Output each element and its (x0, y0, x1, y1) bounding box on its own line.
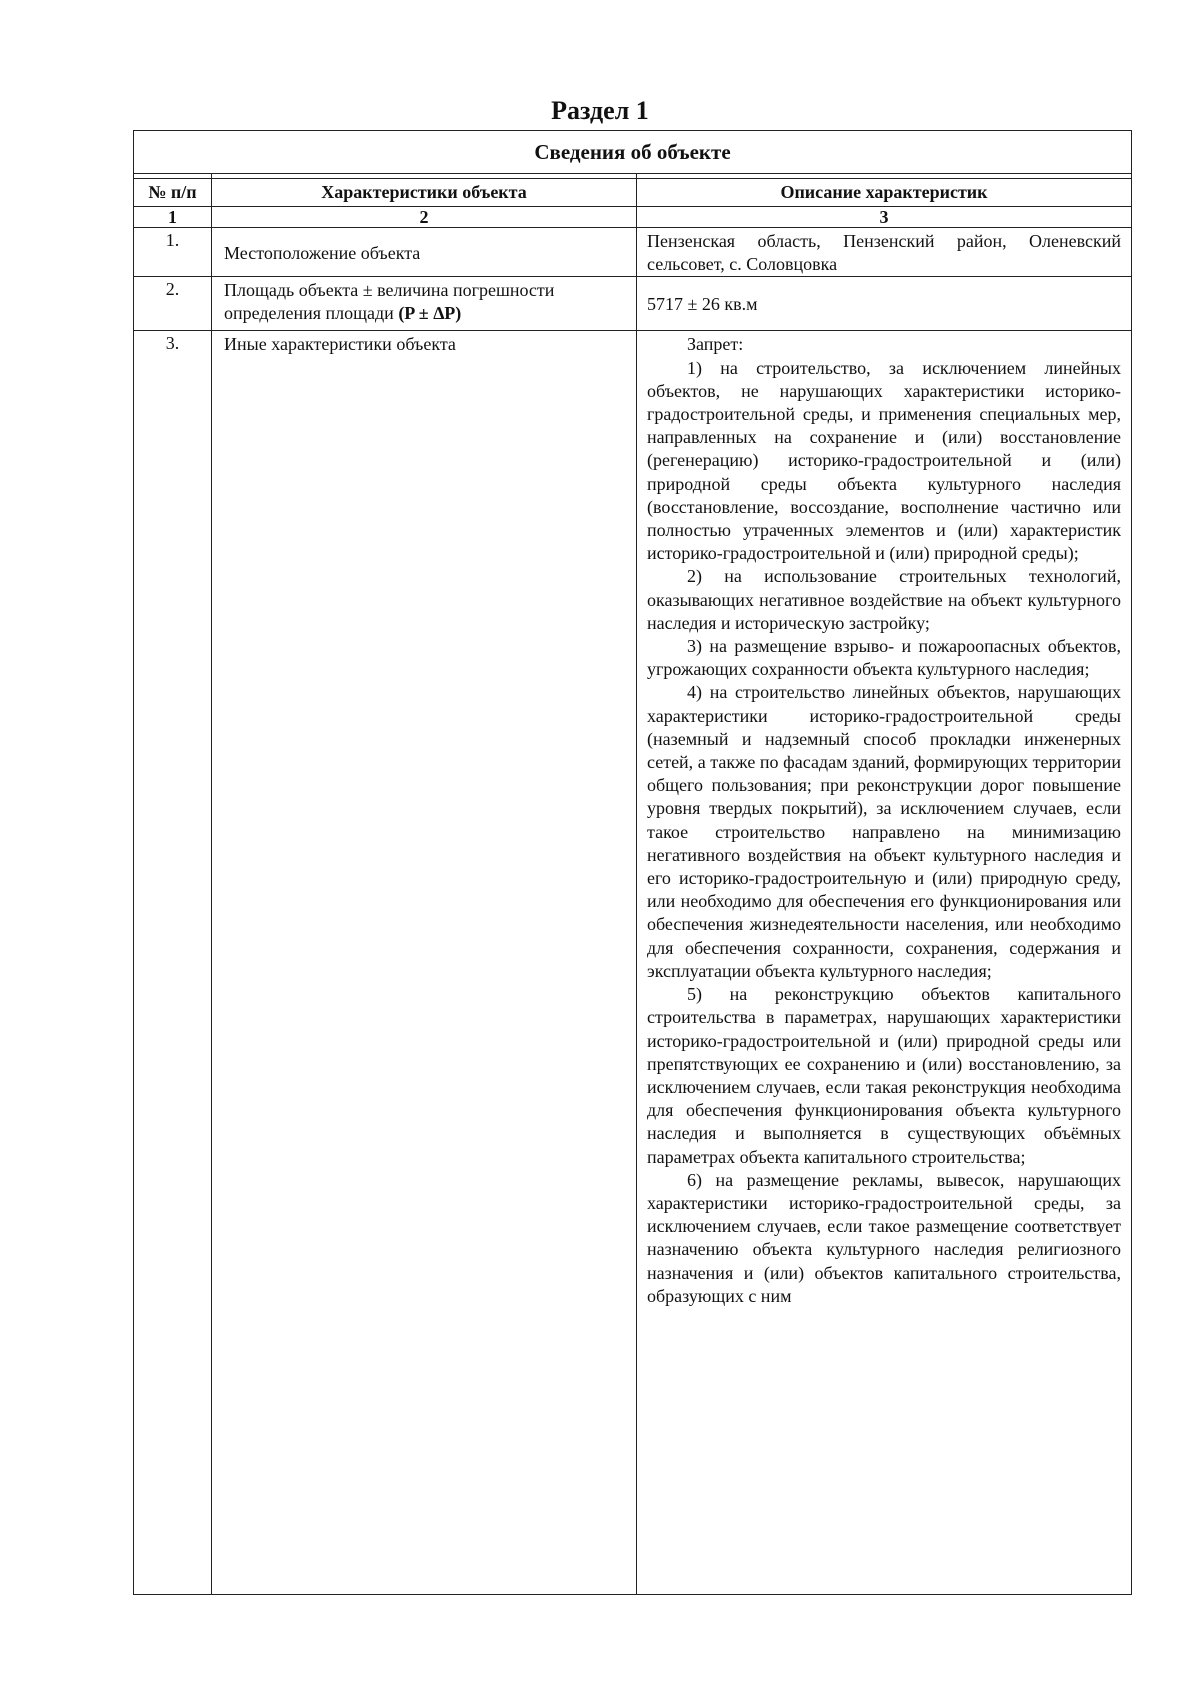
row-number: 1. (134, 228, 212, 277)
table-row (134, 228, 1132, 277)
table-row (134, 331, 1132, 1595)
row-number: 2. (134, 277, 212, 331)
prohibition-item: 3) на размещение взрыво- и пожароопасных объектов, угрожающих сохранности объекта культурного наследия; (647, 636, 1121, 680)
table-row (134, 277, 1132, 331)
row-description: 5717 ± 26 кв.м (637, 277, 1132, 331)
area-label: Площадь объекта ± величина погрешности определения площади (224, 280, 555, 324)
row-characteristic: Иные характеристики объекта (212, 331, 637, 1595)
row-number: 3. (134, 331, 212, 1595)
column-number-1: 1 (134, 207, 212, 228)
table-caption: Сведения об объекте (134, 131, 1132, 174)
row-characteristic (212, 277, 637, 331)
prohibition-item: 4) на строительство линейных объектов, нарушающих характеристики историко-градостроительной среды (наземный и надземный способ прокладки инженерных сетей, а также по фасадам зданий, формирующих территории общего пользования; при реконструкции дорог повышение уровня твердых покрытий), за исключением случаев, если такое строительство направлено на минимизацию негативного воздействия на объект культурного наследия и его историко-градостроительную и (или) природную среду, или необходимо для обеспечения его функционирования или обеспечения жизнедеятельности населения, или необходимо для обеспечения сохранности, сохранения, содержания и эксплуатации объекта культурного наследия; (647, 682, 1121, 981)
header-row (134, 179, 1132, 207)
row-description (637, 331, 1132, 1595)
row-characteristic: Местоположение объекта (212, 228, 637, 277)
column-number-3: 3 (637, 207, 1132, 228)
section-title: Раздел 1 (551, 96, 649, 125)
header-number: № п/п (134, 179, 212, 207)
header-description: Описание характеристик (637, 179, 1132, 207)
prohibition-item: 2) на использование строительных технологий, оказывающих негативное воздействие на объект культурного наследия и историческую застройку; (647, 566, 1121, 633)
header-characteristic: Характеристики объекта (212, 179, 637, 207)
column-number-2: 2 (212, 207, 637, 228)
row-description: Пензенская область, Пензенский район, Оленевский сельсовет, с. Соловцовка (637, 228, 1132, 277)
area-formula: (P ± ∆P) (398, 303, 462, 324)
column-number-row (134, 207, 1132, 228)
prohibition-item: 6) на размещение рекламы, вывесок, нарушающих характеристики историко-градостроительной среды, за исключением случаев, если такое размещение соответствует назначению объекта культурного наследия религиозного назначения и (или) объектов капитального строительства, образующих с ним (647, 1169, 1121, 1306)
prohibition-item: 5) на реконструкцию объектов капитального строительства в параметрах, нарушающих характеристики историко-градостроительной и (или) природной среды или препятствующих ее сохранению и (или) восстановлению, за исключением случаев, если такая реконструкция необходима для обеспечения функционирования объекта культурного наследия и выполняется в существующих объёмных параметрах объекта капитального строительства; (647, 984, 1121, 1167)
prohibition-item: 1) на строительство, за исключением линейных объектов, не нарушающих характеристики историко-градостроительной среды, и применения специальных мер, направленных на сохранение и (или) восстановление (регенерацию) историко-градостроительной и (или) природной среды объекта культурного наследия (восстановление, воссоздание, восполнение частично или полностью утраченных элементов и (или) характеристик историко-градостроительной и (или) природной среды); (647, 357, 1121, 564)
object-info-table (133, 130, 1132, 1595)
prohibition-heading: Запрет: (687, 334, 744, 355)
